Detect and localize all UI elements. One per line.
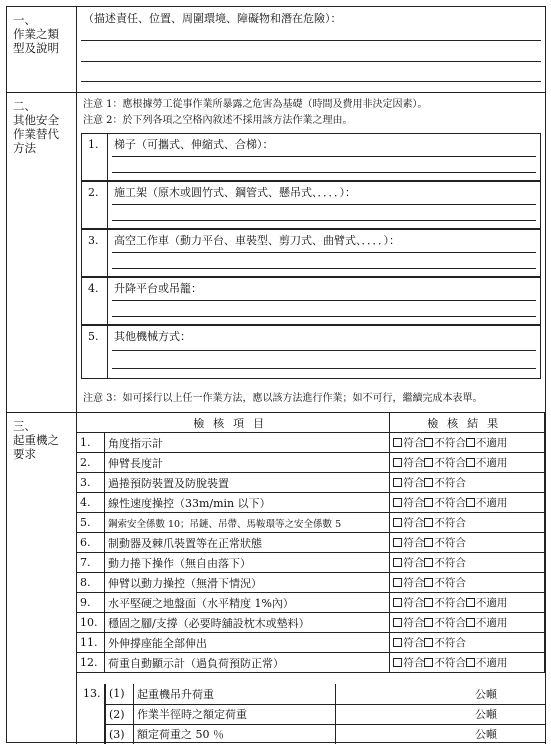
row-13 [77, 684, 545, 744]
checklist-row-result [390, 593, 545, 613]
load-unit: 公噸 [475, 708, 497, 721]
load-unit: 公噸 [475, 687, 497, 701]
section-3-label [7, 413, 77, 744]
alt-method-number: 3. [82, 230, 108, 276]
section-1-label-line: 作業之類 [13, 27, 59, 41]
checklist-row [77, 493, 545, 513]
checklist-row-number: 1. [77, 433, 105, 453]
result-option-label: 符合 [403, 637, 425, 649]
result-checkbox[interactable] [393, 618, 402, 627]
checklist-row-item: 水平堅硬之地盤面（水平精度 1%內） [104, 593, 389, 613]
result-checkbox[interactable] [424, 558, 433, 567]
result-checkbox[interactable] [466, 618, 475, 627]
write-line [112, 220, 536, 221]
checklist-row-number: 10. [77, 613, 105, 633]
checklist-row [77, 653, 545, 673]
result-checkbox[interactable] [466, 458, 475, 467]
result-checkbox[interactable] [393, 638, 402, 647]
checklist-row [77, 433, 545, 453]
checklist-row-item: 角度指示計 [104, 433, 389, 453]
load-row-label: 起重機吊升荷重 [133, 684, 335, 704]
header-check-item-text: 檢核項目 [193, 416, 274, 430]
write-line [81, 81, 541, 82]
checklist-row-item: 伸臂長度計 [104, 453, 389, 473]
checklist-row-result [390, 613, 545, 633]
alt-method-number: 4. [82, 278, 108, 324]
checklist-row-result [390, 493, 545, 513]
checklist-rows [77, 433, 545, 673]
checklist-row [77, 573, 545, 593]
checklist-row-number: 11. [77, 633, 105, 653]
result-checkbox[interactable] [424, 618, 433, 627]
alt-method-scaffold[interactable] [81, 181, 541, 229]
result-option-label: 不適用 [475, 617, 508, 629]
note-1: 注意 1：應根據勞工從事作業所暴露之危害為基礎（時間及費用非決定因素）。 [83, 99, 428, 110]
write-line [112, 156, 536, 157]
checklist-row-result [390, 653, 545, 673]
load-row-number: (2) [106, 704, 134, 724]
section-2-label [7, 93, 77, 412]
checklist-row [77, 633, 545, 653]
checklist-row-number: 6. [77, 533, 105, 553]
checklist-row-item: 制動器及棘爪裝置等在正常狀態 [104, 533, 389, 553]
result-checkbox[interactable] [393, 438, 402, 447]
alt-method-label: 高空工作車（動力平台、車裝型、剪刀式、曲臂式、．．．．）： [114, 234, 400, 247]
result-checkbox[interactable] [466, 498, 475, 507]
crane-checklist-table [76, 412, 545, 673]
checklist-row-item: 動力捲下操作（無自由落下） [104, 553, 389, 573]
write-line [112, 316, 536, 317]
result-option-label: 符合 [403, 537, 425, 549]
result-checkbox[interactable] [393, 518, 402, 527]
section-2-body [77, 93, 545, 412]
alt-method-aerial-platform[interactable] [81, 229, 541, 277]
header-check-result [390, 413, 545, 433]
result-option-label: 不符合 [434, 437, 466, 449]
note-2: 注意 2：於下列各項之空格內敘述不採用該方法作業之理由。 [83, 115, 353, 126]
result-option-label: 符合 [403, 597, 425, 609]
result-checkbox[interactable] [393, 578, 402, 587]
result-option-label: 不符合 [434, 537, 466, 549]
alt-method-ladder[interactable] [81, 133, 541, 181]
inspection-form [6, 6, 546, 743]
load-row-label: 額定荷重之 50 ％ [133, 724, 335, 744]
section-1-label-line: 型及說明 [13, 41, 59, 55]
result-checkbox[interactable] [424, 598, 433, 607]
checklist-row-item: 外伸撐座能全部伸出 [104, 633, 389, 653]
section-alternative-methods [7, 93, 545, 413]
row-13-number-divider [104, 684, 105, 744]
result-option-label: 不符合 [434, 617, 466, 629]
result-option-label: 符合 [403, 477, 425, 489]
result-checkbox[interactable] [424, 458, 433, 467]
result-checkbox[interactable] [466, 598, 475, 607]
checklist-header-row [77, 413, 545, 433]
result-checkbox[interactable] [466, 658, 475, 667]
checklist-row-result [390, 553, 545, 573]
result-checkbox[interactable] [393, 598, 402, 607]
checklist-row [77, 453, 545, 473]
load-row-number: (1) [106, 684, 134, 704]
alt-method-label: 梯子（可攜式、伸縮式、合梯）： [114, 138, 274, 151]
alt-method-label: 施工架（原木或圓竹式、鋼管式、懸吊式、．．．．）： [114, 186, 356, 199]
write-line [81, 40, 541, 41]
section-1-body[interactable] [77, 7, 545, 92]
checklist-row-item: 伸臂以動力操控（無滑下情況） [104, 573, 389, 593]
result-option-label: 不符合 [434, 497, 466, 509]
checklist-row-item: 線性速度操控（33m/min 以下） [104, 493, 389, 513]
checklist-row-number: 8. [77, 573, 105, 593]
result-checkbox[interactable] [466, 438, 475, 447]
result-option-label: 不適用 [475, 597, 508, 609]
work-type-prompt: （描述責任、位置、周圍環境、障礙物和潛在危險）： [83, 12, 342, 25]
result-option-label: 不適用 [475, 437, 508, 449]
checklist-row-result [390, 433, 545, 453]
result-option-label: 符合 [403, 517, 425, 529]
checklist-row-number: 2. [77, 453, 105, 473]
result-option-label: 符合 [403, 557, 425, 569]
checklist-row [77, 613, 545, 633]
result-option-label: 符合 [403, 577, 425, 589]
result-checkbox[interactable] [424, 438, 433, 447]
result-option-label: 不符合 [434, 657, 466, 669]
write-line [112, 350, 536, 351]
result-checkbox[interactable] [424, 498, 433, 507]
checklist-row-number: 7. [77, 553, 105, 573]
result-option-label: 不符合 [434, 457, 466, 469]
alt-method-label: 其他機械方式： [114, 330, 191, 343]
load-table [105, 684, 546, 744]
result-checkbox[interactable] [424, 518, 433, 527]
load-row [106, 704, 546, 724]
load-value-field[interactable] [335, 704, 545, 724]
checklist-row-number: 5. [77, 513, 105, 533]
result-option-label: 不符合 [434, 577, 466, 589]
header-check-result-text: 檢核結果 [427, 416, 508, 430]
result-checkbox[interactable] [424, 578, 433, 587]
result-option-label: 不符合 [434, 517, 466, 529]
write-line [81, 61, 541, 62]
write-line [112, 172, 536, 173]
result-checkbox[interactable] [393, 478, 402, 487]
row-13-number: 13. [83, 687, 101, 700]
load-row-label: 作業半徑時之額定荷重 [133, 704, 335, 724]
checklist-row-number: 4. [77, 493, 105, 513]
result-option-label: 符合 [403, 617, 425, 629]
checklist-row-result [390, 573, 545, 593]
checklist-row-item: 過捲預防裝置及防脫裝置 [104, 473, 389, 493]
result-option-label: 符合 [403, 457, 425, 469]
result-option-label: 符合 [403, 657, 425, 669]
section-3-label-line: 起重機之 [13, 433, 59, 447]
result-option-label: 不適用 [475, 657, 508, 669]
alt-method-number: 2. [82, 182, 108, 228]
checklist-row-item: 鋼索安全係數 10；吊鏈、吊帶、馬鞍環等之安全係數 5 [104, 513, 389, 533]
section-2-label-line: 二、 [13, 99, 36, 113]
checklist-row-result [390, 473, 545, 493]
section-1-label-line: 一、 [13, 13, 36, 27]
checklist-row [77, 473, 545, 493]
header-check-item [77, 413, 390, 433]
result-option-label: 不符合 [434, 637, 466, 649]
load-row-number: (3) [106, 724, 134, 744]
section-3-body [77, 413, 545, 744]
checklist-row-number: 3. [77, 473, 105, 493]
load-row [106, 684, 546, 704]
alt-method-number: 5. [82, 326, 108, 378]
result-checkbox[interactable] [393, 558, 402, 567]
checklist-row [77, 533, 545, 553]
result-checkbox[interactable] [424, 538, 433, 547]
checklist-row-number: 12. [77, 653, 105, 673]
result-checkbox[interactable] [393, 458, 402, 467]
result-checkbox[interactable] [424, 478, 433, 487]
checklist-row-item: 荷重自動顯示計（過負荷預防正常） [104, 653, 389, 673]
checklist-row [77, 553, 545, 573]
section-1-label [7, 7, 77, 92]
write-line [112, 252, 536, 253]
write-line [112, 368, 536, 369]
checklist-row-item: 穩固之腳/支撐（必要時舖設枕木或墊料） [104, 613, 389, 633]
section-2-label-line: 方法 [13, 141, 36, 155]
write-line [112, 268, 536, 269]
result-option-label: 不符合 [434, 597, 466, 609]
section-crane-requirements [7, 413, 545, 744]
section-3-label-line: 要求 [13, 447, 36, 461]
checklist-row-number: 9. [77, 593, 105, 613]
checklist-row-result [390, 633, 545, 653]
result-checkbox[interactable] [424, 658, 433, 667]
checklist-row-result [390, 453, 545, 473]
result-option-label: 不符合 [434, 557, 466, 569]
alt-method-lift-platform[interactable] [81, 277, 541, 325]
result-option-label: 符合 [403, 497, 425, 509]
write-line [112, 300, 536, 301]
result-checkbox[interactable] [393, 498, 402, 507]
load-value-field[interactable] [335, 684, 545, 704]
alt-method-number: 1. [82, 134, 108, 180]
checklist-row [77, 593, 545, 613]
result-option-label: 符合 [403, 437, 425, 449]
result-option-label: 不適用 [475, 497, 508, 509]
result-checkbox[interactable] [393, 538, 402, 547]
note-3: 注意 3：如可採行以上任一作業方法，應以該方法進行作業；如不可行，繼續完成本表單。 [83, 393, 483, 404]
alt-method-label: 升降平台或吊籠： [114, 282, 202, 295]
checklist-row-result [390, 533, 545, 553]
result-option-label: 不符合 [434, 477, 466, 489]
result-option-label: 不適用 [475, 457, 508, 469]
section-work-type [7, 7, 545, 93]
section-3-label-line: 三、 [13, 419, 36, 433]
alt-method-other-machine[interactable] [81, 325, 541, 379]
result-checkbox[interactable] [424, 638, 433, 647]
result-checkbox[interactable] [393, 658, 402, 667]
checklist-row [77, 513, 545, 533]
section-2-label-line: 作業替代 [13, 127, 59, 141]
load-row [106, 724, 546, 744]
section-2-label-line: 其他安全 [13, 113, 59, 127]
checklist-row-result [390, 513, 545, 533]
write-line [112, 204, 536, 205]
load-unit: 公噸 [475, 728, 497, 742]
load-value-field[interactable] [335, 724, 545, 744]
